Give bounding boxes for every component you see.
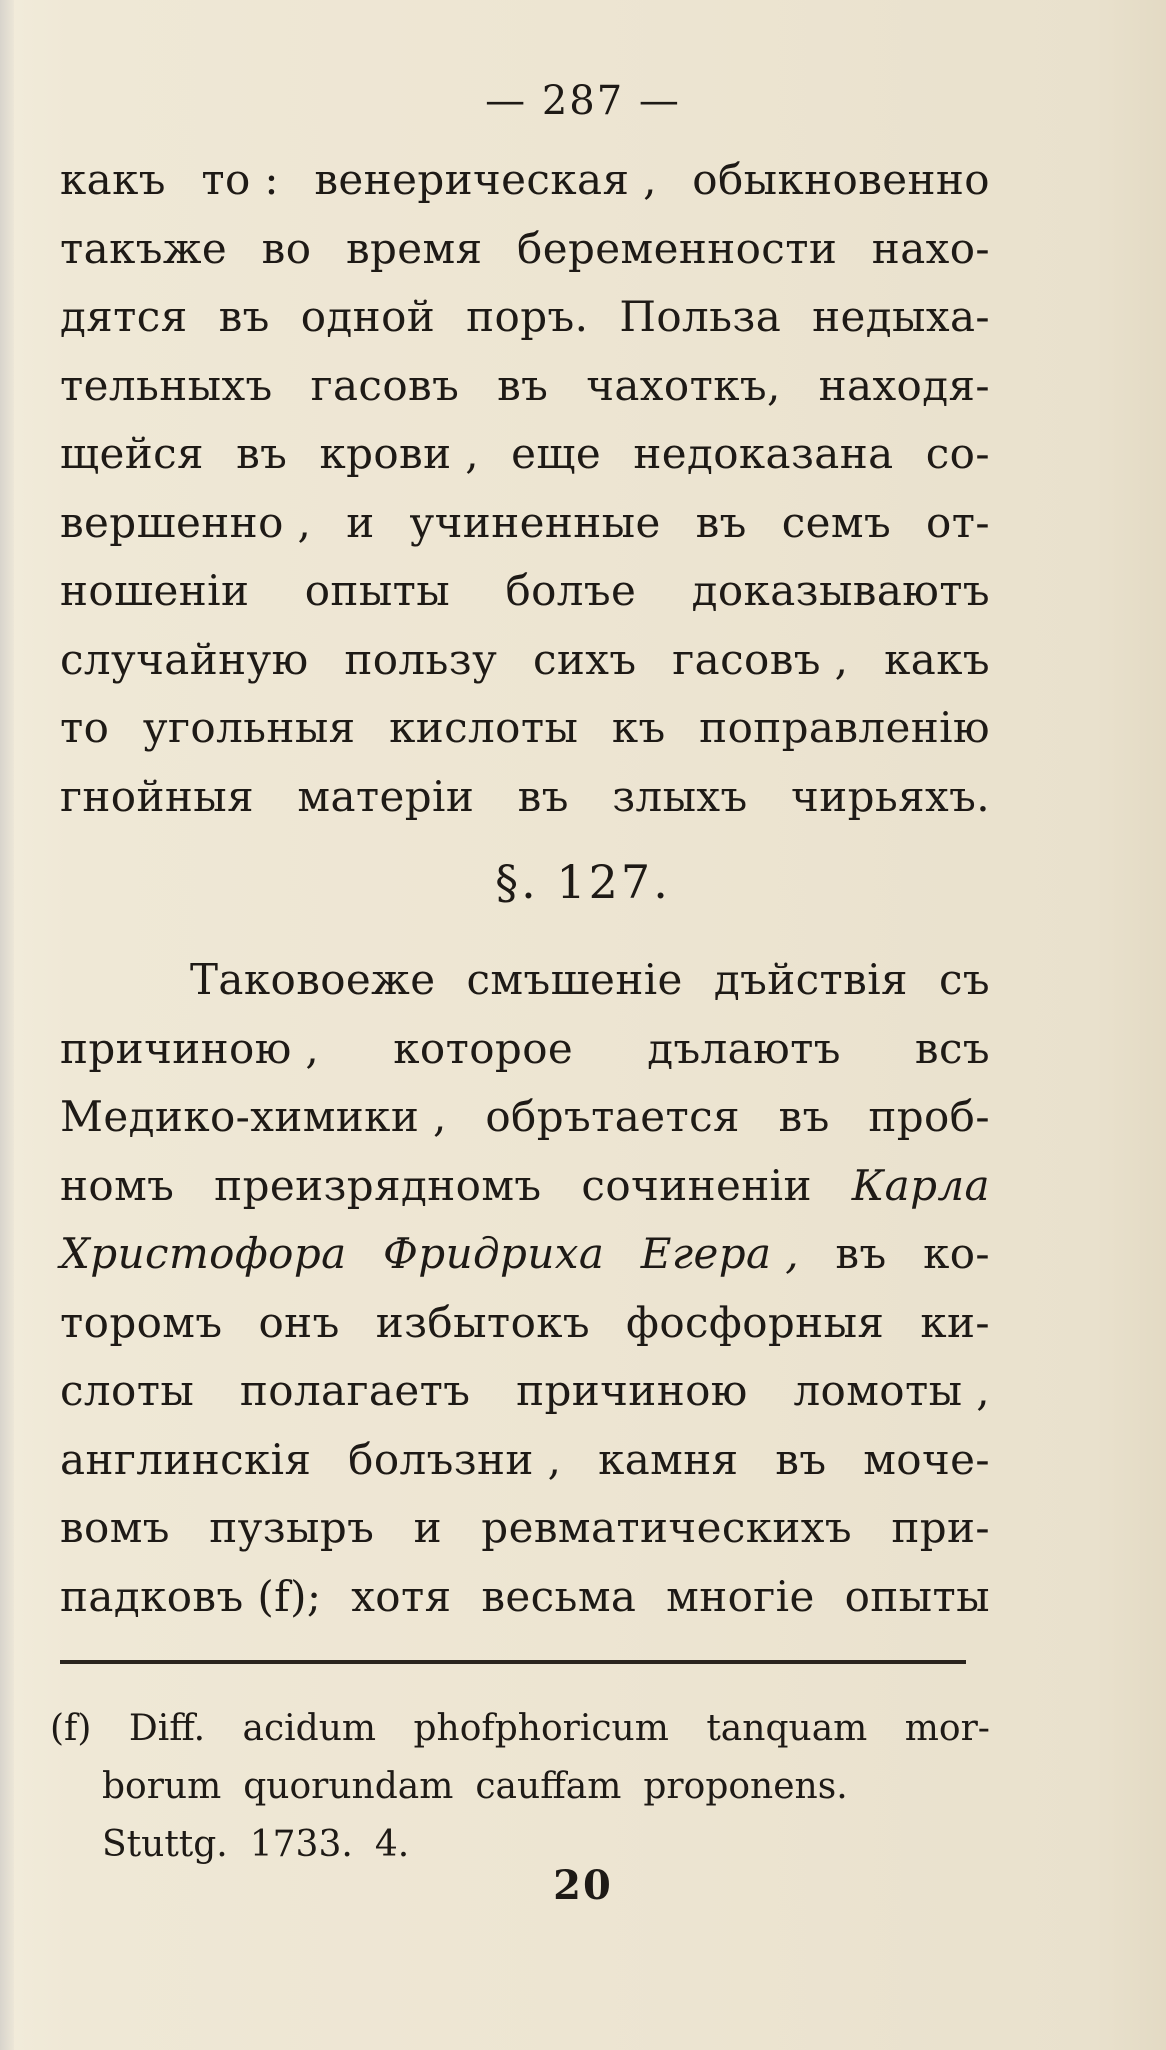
word: со-	[925, 429, 990, 478]
footnote-word: quorundam	[243, 1766, 454, 1807]
paragraph-2	[60, 946, 990, 1631]
word: всъ	[914, 1023, 990, 1073]
word: обыкновенно	[692, 155, 990, 204]
text-line	[60, 1220, 990, 1289]
word: находя-	[818, 360, 990, 410]
word: злыхъ	[612, 771, 748, 821]
word: опыты	[844, 1571, 990, 1621]
footnote-word: Diff.	[128, 1708, 206, 1749]
word: крови ,	[319, 429, 479, 478]
word: поръ.	[466, 292, 589, 341]
text-line	[60, 1426, 990, 1495]
footnote-word: borum	[102, 1766, 222, 1807]
word: избытокъ	[375, 1297, 591, 1347]
word: во	[261, 223, 312, 273]
word: камня	[598, 1434, 739, 1484]
footnote	[50, 1700, 990, 1874]
text-line	[60, 763, 990, 832]
word: кислоты	[389, 703, 579, 752]
word: гнойныя	[60, 771, 254, 821]
page-number-header: — 287 —	[485, 78, 681, 124]
word: то	[60, 703, 110, 752]
word: случайную	[60, 634, 309, 684]
footnote-word: Stuttg.	[102, 1824, 228, 1865]
text-line	[60, 1494, 990, 1563]
word: Таковоеже	[190, 955, 436, 1004]
word: въ	[236, 429, 288, 478]
footnote-word: tanquam	[706, 1708, 868, 1749]
word: въ	[218, 292, 270, 341]
footnote-divider	[60, 1660, 966, 1664]
word: венерическая ,	[314, 155, 657, 204]
word: учиненные	[409, 497, 661, 547]
word: ко-	[923, 1229, 990, 1278]
word: Егера ,	[640, 1229, 799, 1278]
word: весьма	[481, 1571, 637, 1621]
word: матерiи	[297, 771, 475, 821]
word: причиною	[516, 1366, 748, 1415]
word: вершенно ,	[60, 497, 312, 547]
footnote-word: 1733.	[249, 1824, 353, 1865]
word: онъ	[258, 1297, 340, 1347]
text-line	[60, 1289, 990, 1358]
word: беременности	[517, 223, 838, 273]
word: англинскiя	[60, 1434, 312, 1484]
word: ревматическихъ	[481, 1503, 853, 1552]
word: къ	[611, 703, 666, 752]
word: то :	[201, 155, 279, 204]
word: при-	[891, 1503, 990, 1552]
word: преизрядномъ	[214, 1160, 542, 1210]
footnote-word: mor-	[904, 1708, 990, 1749]
word: съ	[938, 955, 990, 1004]
word: болъе	[505, 566, 637, 615]
word: въ	[835, 1229, 887, 1278]
word: еще	[511, 429, 602, 478]
text-line	[60, 694, 990, 763]
word: слоты	[60, 1366, 195, 1415]
word: дятся	[60, 292, 188, 341]
word: которое	[393, 1023, 574, 1073]
word: такъже	[60, 223, 228, 273]
word: Фридриха	[383, 1229, 605, 1278]
word: от-	[926, 497, 990, 547]
word: гасовъ ,	[672, 634, 849, 684]
word: какъ	[60, 155, 166, 204]
footnote-line	[50, 1758, 990, 1816]
word: время	[345, 223, 483, 273]
word: дълаютъ	[647, 1023, 841, 1073]
text-line	[60, 557, 990, 626]
word: торомъ	[60, 1297, 223, 1347]
word: тельныхъ	[60, 360, 273, 410]
word: и	[413, 1503, 442, 1552]
word: опыты	[304, 566, 451, 615]
word: сочиненiи	[581, 1160, 812, 1210]
text-line	[60, 1152, 990, 1221]
footnote-word: acidum	[242, 1708, 377, 1749]
word: Польза	[619, 292, 782, 341]
text-line	[60, 1083, 990, 1152]
word: ношенiи	[60, 566, 250, 615]
word: и	[346, 497, 375, 547]
word: щейся	[60, 429, 204, 478]
text-line	[60, 146, 990, 215]
word: полагаетъ	[239, 1366, 471, 1415]
signature-mark: 20	[553, 1862, 613, 1909]
footnote-word: (f)	[50, 1708, 92, 1749]
text-line	[60, 420, 990, 489]
word: въ	[517, 771, 569, 821]
text-line	[60, 1357, 990, 1426]
word: въ	[778, 1092, 830, 1141]
word: причиною ,	[60, 1023, 320, 1073]
text-line	[60, 1563, 990, 1632]
word: доказываютъ	[691, 566, 990, 615]
paragraph-1	[60, 146, 990, 831]
word: пузыръ	[209, 1503, 375, 1552]
word: болъзни ,	[348, 1434, 562, 1484]
word: обрътается	[485, 1092, 740, 1141]
text-line	[60, 352, 990, 421]
page-edge	[0, 0, 14, 2050]
word: въ	[775, 1434, 827, 1484]
word: чирьяхъ.	[791, 771, 990, 821]
word: Карла	[851, 1160, 990, 1210]
word: хотя	[351, 1571, 452, 1621]
footnote-word: phofphoricum	[413, 1708, 669, 1749]
word: чахоткъ,	[586, 360, 781, 410]
word: угольныя	[142, 703, 356, 752]
footnote-word: 4.	[374, 1824, 410, 1865]
text-line	[60, 1015, 990, 1084]
text-line	[60, 946, 990, 1015]
word: проб-	[868, 1092, 990, 1141]
word: Медико-химики ,	[60, 1092, 447, 1141]
word: сихъ	[532, 634, 637, 684]
word: въ	[497, 360, 549, 410]
word: гасовъ	[310, 360, 460, 410]
footnote-word: proponens.	[643, 1766, 848, 1807]
word: какъ	[884, 634, 990, 684]
word: падковъ (f);	[60, 1571, 322, 1621]
word: ломоты ,	[793, 1366, 990, 1415]
word: Христофора	[60, 1229, 347, 1278]
word: недыха-	[812, 292, 990, 341]
text-line	[60, 283, 990, 352]
word: въ	[695, 497, 747, 547]
word: недоказана	[633, 429, 894, 478]
word: вомъ	[60, 1503, 170, 1552]
text-line	[60, 215, 990, 284]
word: поправленiю	[699, 703, 990, 752]
footnote-word: cauffam	[475, 1766, 622, 1807]
word: фосфорныя	[626, 1297, 885, 1347]
word: номъ	[60, 1160, 175, 1210]
text-line	[60, 626, 990, 695]
word: пользу	[344, 634, 498, 684]
section-title: §. 127.	[495, 855, 671, 909]
word: многiе	[666, 1571, 815, 1621]
word: ки-	[920, 1297, 990, 1347]
word: одной	[300, 292, 436, 341]
footnote-line	[50, 1700, 990, 1758]
word: нахо-	[871, 223, 990, 273]
word: дъйствiя	[713, 955, 908, 1004]
word: смъшенiе	[466, 955, 683, 1004]
word: моче-	[863, 1434, 990, 1484]
word: семъ	[781, 497, 892, 547]
text-line	[60, 489, 990, 558]
